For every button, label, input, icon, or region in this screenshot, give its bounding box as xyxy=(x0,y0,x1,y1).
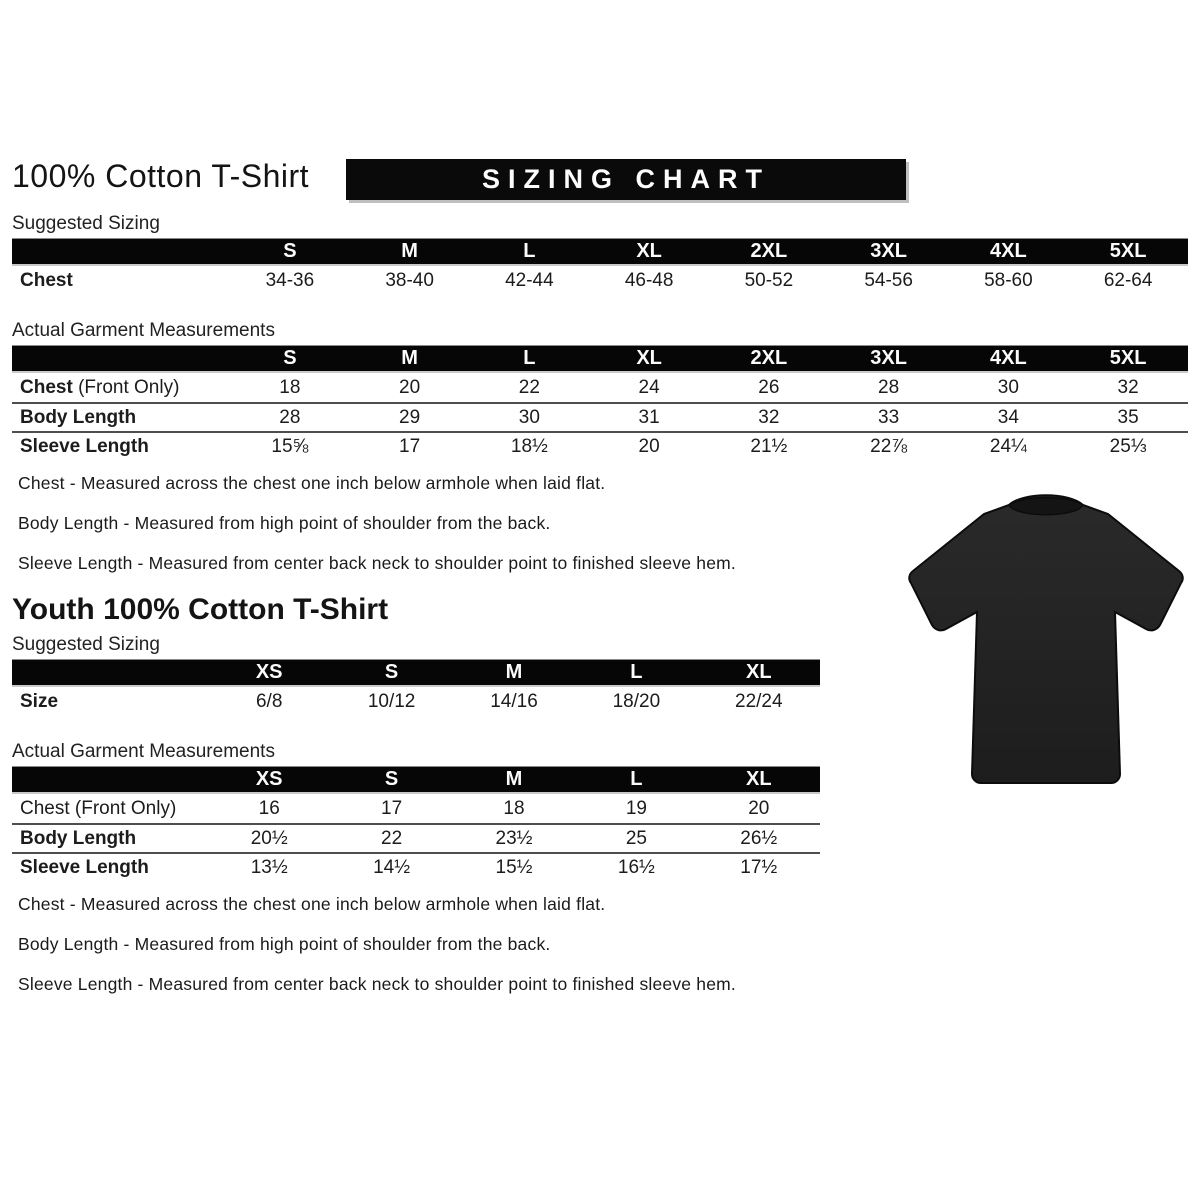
note-sleeve-length: Sleeve Length - Measured from center back neck to shoulder point to finished sleeve hem. xyxy=(18,974,736,994)
table-header-row xyxy=(12,660,820,687)
size-header-cell: S xyxy=(283,347,297,369)
value-cell: 6/8 xyxy=(255,690,283,712)
row-label-suffix: (Front Only) xyxy=(69,797,177,819)
value-cell: 26 xyxy=(758,376,780,398)
value-cell: 20 xyxy=(748,797,770,819)
size-header-cell: M xyxy=(401,347,418,369)
value-cell: 16 xyxy=(258,797,280,819)
youth-actual-measurements-table xyxy=(12,766,820,881)
value-cell: 30 xyxy=(518,406,540,428)
value-cell: 14/16 xyxy=(490,690,538,712)
value-cell: 35 xyxy=(1117,406,1139,428)
table-row-chest xyxy=(12,373,1188,402)
size-header-cell: XL xyxy=(746,661,772,683)
note-body-length: Body Length - Measured from high point of shoulder from the back. xyxy=(18,513,551,533)
sizing-chart-banner: SIZING CHART xyxy=(346,159,906,200)
value-cell: 24 xyxy=(638,376,660,398)
value-cell: 58-60 xyxy=(984,269,1033,291)
size-header-cell: M xyxy=(505,661,523,683)
size-header-cell: M xyxy=(505,768,523,790)
note-body-length: Body Length - Measured from high point of shoulder from the back. xyxy=(18,934,551,954)
value-cell: 21½ xyxy=(750,435,788,457)
size-header-cell: S xyxy=(283,240,297,262)
value-cell: 28 xyxy=(279,406,301,428)
youth-suggested-sizing-table xyxy=(12,659,820,716)
value-cell: 15½ xyxy=(495,856,533,878)
size-header-cell: M xyxy=(401,240,418,262)
row-label: Size xyxy=(20,690,59,712)
table-header-row xyxy=(12,767,820,794)
value-cell: 20 xyxy=(638,435,660,457)
table-row-sleeve-length xyxy=(12,852,820,881)
size-header-cell: 5XL xyxy=(1109,240,1147,262)
size-header-cell: XL xyxy=(746,768,772,790)
row-label: Sleeve Length xyxy=(20,856,149,878)
value-cell: 18 xyxy=(279,376,301,398)
size-header-cell: L xyxy=(630,768,643,790)
value-cell: 22 xyxy=(381,827,403,849)
value-cell: 16½ xyxy=(617,856,655,878)
row-label-suffix: (Front Only) xyxy=(72,376,180,398)
row-label: Body Length xyxy=(20,406,137,428)
size-header-cell: 3XL xyxy=(870,347,907,369)
adult-suggested-sizing-label: Suggested Sizing xyxy=(12,213,160,234)
value-cell: 32 xyxy=(758,406,780,428)
value-cell: 17 xyxy=(399,435,421,457)
table-row-size xyxy=(12,687,820,716)
size-header-cell: 4XL xyxy=(990,240,1027,262)
size-header-cell: XS xyxy=(255,661,283,683)
value-cell: 34-36 xyxy=(265,269,315,291)
value-cell: 10/12 xyxy=(367,690,416,712)
value-cell: 18/20 xyxy=(612,690,661,712)
page-title: 100% Cotton T-Shirt xyxy=(12,158,310,194)
value-cell: 26½ xyxy=(740,827,778,849)
value-cell: 20 xyxy=(399,376,421,398)
value-cell: 24¼ xyxy=(989,435,1027,457)
size-header-cell: L xyxy=(523,347,536,369)
value-cell: 20½ xyxy=(250,827,288,849)
table-row-body-length xyxy=(12,823,820,852)
table-row-chest xyxy=(12,266,1188,295)
youth-section-title: Youth 100% Cotton T-Shirt xyxy=(12,593,389,626)
size-header-cell: 3XL xyxy=(870,240,907,262)
value-cell: 62-64 xyxy=(1103,269,1153,291)
adult-actual-measurements-table xyxy=(12,345,1188,460)
row-label-main: Chest xyxy=(20,376,73,398)
value-cell: 18 xyxy=(503,797,525,819)
value-cell: 13½ xyxy=(250,856,288,878)
value-cell: 46-48 xyxy=(624,269,674,291)
value-cell: 34 xyxy=(997,406,1019,428)
size-header-cell: 2XL xyxy=(750,240,788,262)
value-cell: 29 xyxy=(399,406,421,428)
value-cell: 50-52 xyxy=(744,269,794,291)
size-header-cell: XL xyxy=(636,347,662,369)
black-tshirt-graphic xyxy=(896,478,1196,808)
value-cell: 33 xyxy=(878,406,900,428)
youth-measurement-notes xyxy=(12,894,1188,995)
value-cell: 19 xyxy=(625,797,647,819)
youth-actual-measurements-label: Actual Garment Measurements xyxy=(12,741,275,762)
note-chest: Chest - Measured across the chest one inch below armhole when laid flat. xyxy=(18,894,606,914)
row-label: Sleeve Length xyxy=(20,435,149,457)
size-header-cell: 4XL xyxy=(990,347,1027,369)
value-cell: 42-44 xyxy=(505,269,554,291)
row-label: Chest xyxy=(20,269,73,291)
value-cell: 25 xyxy=(625,827,647,849)
size-header-cell: S xyxy=(384,661,399,683)
tshirt-collar xyxy=(1009,498,1083,515)
value-cell: 23½ xyxy=(495,827,533,849)
row-label xyxy=(12,377,230,399)
value-cell: 38-40 xyxy=(385,269,434,291)
value-cell: 28 xyxy=(878,376,900,398)
table-header-row xyxy=(12,239,1188,266)
value-cell: 15⅝ xyxy=(271,435,309,457)
value-cell: 30 xyxy=(997,376,1019,398)
note-sleeve-length: Sleeve Length - Measured from center back neck to shoulder point to finished sleeve hem. xyxy=(18,553,736,573)
value-cell: 17½ xyxy=(740,856,778,878)
value-cell: 54-56 xyxy=(864,269,913,291)
value-cell: 32 xyxy=(1117,376,1139,398)
table-row-sleeve-length xyxy=(12,431,1188,460)
page-header xyxy=(12,158,1188,200)
row-label xyxy=(12,798,208,820)
size-header-cell: 5XL xyxy=(1109,347,1147,369)
size-header-cell: 2XL xyxy=(750,347,788,369)
table-row-chest xyxy=(12,794,820,823)
value-cell: 14½ xyxy=(373,856,411,878)
note-chest: Chest - Measured across the chest one inch below armhole when laid flat. xyxy=(18,473,606,493)
size-header-cell: S xyxy=(384,768,399,790)
adult-suggested-sizing-table xyxy=(12,238,1188,295)
value-cell: 22⅞ xyxy=(870,435,908,457)
value-cell: 22/24 xyxy=(735,690,783,712)
size-header-cell: L xyxy=(630,661,643,683)
tshirt-image xyxy=(896,478,1196,808)
size-header-cell: XS xyxy=(255,768,283,790)
value-cell: 17 xyxy=(381,797,403,819)
youth-suggested-sizing-label: Suggested Sizing xyxy=(12,634,160,655)
table-row-body-length xyxy=(12,402,1188,431)
size-header-cell: XL xyxy=(636,240,662,262)
table-header-row xyxy=(12,346,1188,373)
value-cell: 25⅓ xyxy=(1109,435,1147,457)
adult-actual-measurements-label: Actual Garment Measurements xyxy=(12,320,275,341)
size-header-cell: L xyxy=(523,240,536,262)
value-cell: 18½ xyxy=(510,435,548,457)
row-label: Body Length xyxy=(20,827,137,849)
value-cell: 22 xyxy=(518,376,540,398)
row-label-main: Chest xyxy=(20,797,70,819)
value-cell: 31 xyxy=(638,406,660,428)
